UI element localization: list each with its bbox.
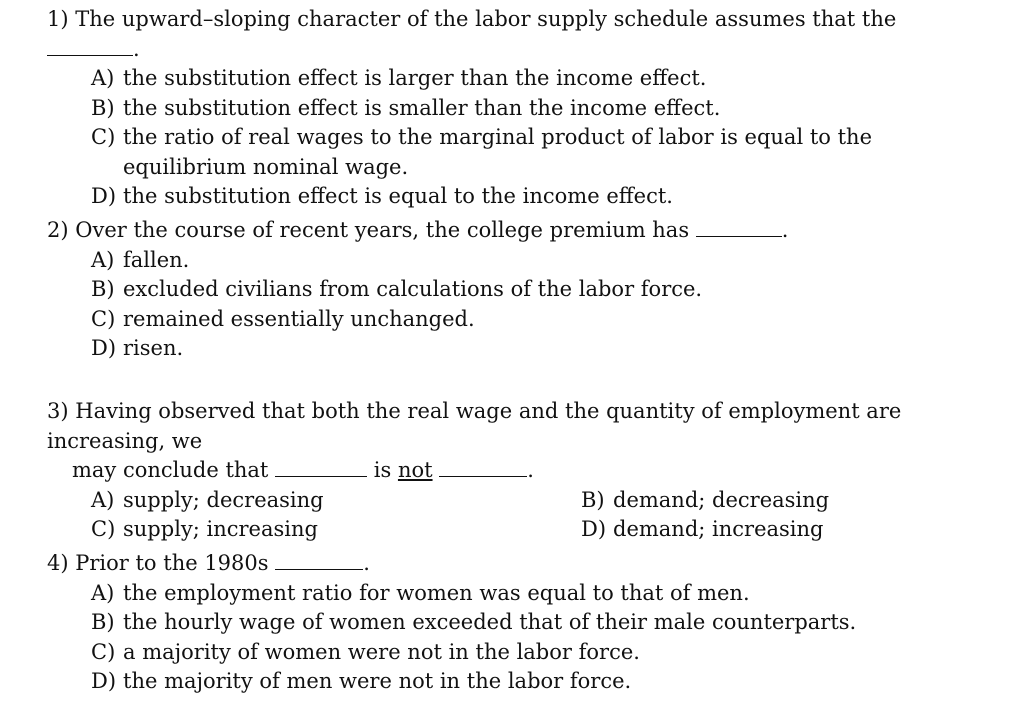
option-text: the ratio of real wages to the marginal product of labor is equal to the equilibrium nominal wage.: [123, 125, 872, 179]
question-number: 4): [47, 551, 69, 575]
question-4-stem: 4) Prior to the 1980s .: [47, 551, 370, 575]
option-b[interactable]: [47, 275, 987, 305]
option-text: demand; increasing: [613, 517, 824, 541]
option-c[interactable]: [47, 638, 987, 668]
option-b[interactable]: [581, 486, 1001, 516]
options-grid: [47, 486, 1007, 545]
emphasis-not: not: [397, 458, 433, 482]
option-text: the hourly wage of women exceeded that of their male counterparts.: [123, 610, 857, 634]
option-d[interactable]: [47, 334, 987, 364]
question-3-stem: [47, 397, 1007, 486]
option-label: C): [91, 517, 116, 541]
option-text: a majority of women were not in the labor force.: [123, 639, 640, 664]
option-label: B): [91, 95, 115, 120]
option-text: risen.: [123, 336, 184, 360]
option-label: C): [91, 306, 116, 331]
option-c[interactable]: [47, 305, 987, 335]
question-text: The upward–sloping character of the labor supply schedule assumes that the: [75, 7, 897, 31]
option-label: D): [91, 669, 117, 693]
answer-blank: [275, 551, 363, 570]
question-2: [47, 216, 987, 364]
option-label: B): [91, 610, 115, 634]
option-label: A): [91, 580, 115, 605]
option-label: A): [91, 66, 115, 90]
option-text: supply; increasing: [123, 517, 318, 541]
option-text: the substitution effect is equal to the income effect.: [123, 184, 673, 208]
option-label: A): [91, 247, 115, 272]
question-1: [47, 5, 987, 212]
question-4: [47, 549, 987, 697]
option-label: D): [91, 336, 117, 360]
option-label: B): [581, 487, 605, 512]
option-c[interactable]: [47, 123, 951, 182]
option-text: remained essentially unchanged.: [123, 306, 475, 331]
question-2-stem: 2) Over the course of recent years, the college premium has .: [47, 218, 789, 242]
question-text: Over the course of recent years, the college premium has: [75, 218, 690, 242]
option-text: the substitution effect is larger than the income effect.: [123, 66, 707, 90]
option-text: the employment ratio for women was equal to that of men.: [123, 580, 750, 605]
option-c[interactable]: [91, 515, 581, 545]
answer-blank: [47, 37, 133, 56]
question-number: 3): [47, 399, 69, 423]
option-label: C): [91, 125, 116, 149]
answer-blank: [275, 458, 367, 477]
question-1-stem: 1) The upward–sloping character of the labor supply schedule assumes that the .: [47, 7, 897, 61]
option-text: excluded civilians from calculations of the labor force.: [123, 277, 703, 301]
option-d[interactable]: [581, 515, 1001, 545]
option-text: the majority of men were not in the labor force.: [123, 669, 632, 693]
option-a[interactable]: [47, 579, 987, 609]
option-d[interactable]: [47, 182, 987, 212]
option-label: D): [581, 517, 607, 541]
answer-blank: [439, 458, 527, 477]
option-d[interactable]: [47, 667, 987, 697]
question-number: 2): [47, 218, 69, 242]
option-text: demand; decreasing: [613, 487, 830, 512]
option-label: B): [91, 277, 115, 301]
question-number: 1): [47, 7, 69, 31]
option-b[interactable]: [47, 94, 987, 124]
question-text-line-2: may conclude that is not .: [72, 458, 534, 482]
option-label: C): [91, 639, 116, 664]
question-text: Prior to the 1980s: [75, 551, 269, 575]
option-a[interactable]: [47, 246, 987, 276]
option-text: supply; decreasing: [123, 487, 324, 512]
option-a[interactable]: [47, 64, 987, 94]
option-a[interactable]: [91, 486, 581, 516]
option-b[interactable]: [47, 608, 987, 638]
question-text: Having observed that both the real wage and the quantity of employment are increasing, we: [47, 399, 902, 453]
option-text: fallen.: [123, 247, 190, 272]
option-label: A): [91, 487, 115, 512]
question-3: [47, 397, 1007, 545]
option-text: the substitution effect is smaller than the income effect.: [123, 95, 721, 120]
option-label: D): [91, 184, 117, 208]
answer-blank: [696, 218, 782, 237]
